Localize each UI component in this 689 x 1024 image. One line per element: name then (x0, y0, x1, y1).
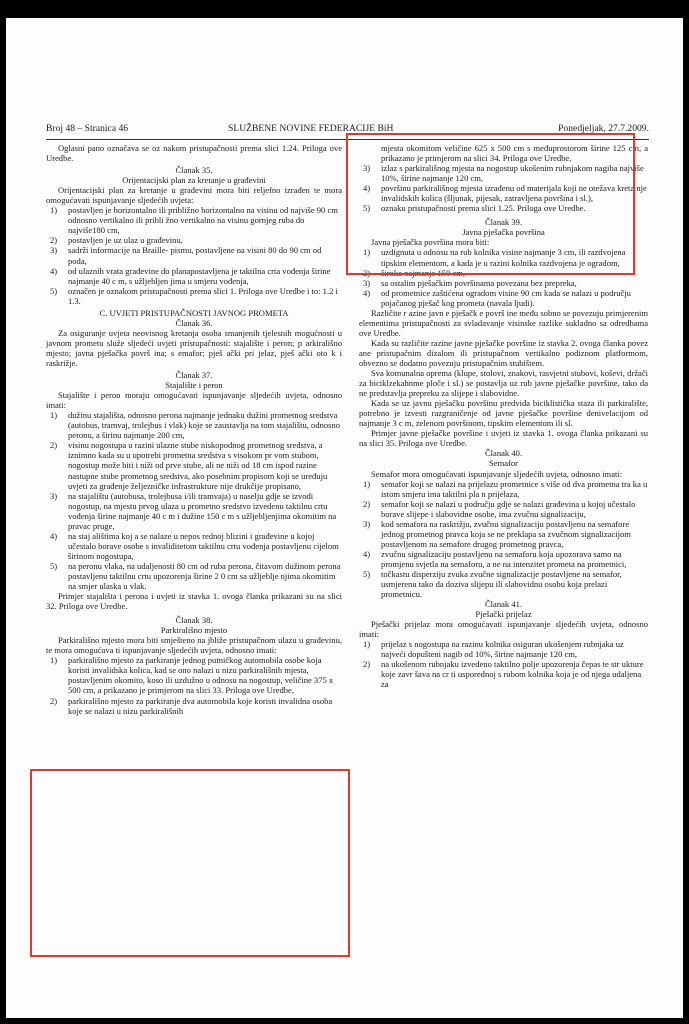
item-number: 1) (50, 655, 58, 666)
article-37-list (46, 410, 342, 591)
list-item (359, 499, 648, 519)
item-text: sadrži informacije na Braille- pismu, postavljene na visini 80 do 90 cm od poda, (68, 245, 322, 266)
list-item (46, 205, 342, 235)
item-number: 1) (50, 205, 58, 216)
item-number: 4) (363, 287, 371, 298)
item-text: na staj alištima koj a se nalaze u nepos rednoj blizini i građevine u kojoj učestalo borave osobe s invaliditetom taktilnu crtu vođenja postavljenu cijelom širinom nogostupa, (68, 530, 339, 561)
item-number: 3) (363, 518, 371, 529)
highlight-box-right (346, 133, 635, 275)
item-text: oznaku pristupačnosti prema slici 1.25. Priloga ove Uredbe. (381, 203, 586, 214)
article-39-paragraph-3: Kada su različite razine javne pješačke površine iz stavka 2. ovoga članka povez ane pristupačnim dizalom ili pristupačnom vertikalno podiznom platformom, obvezno se dodatno povezuju pristupačnim stubištem. (359, 337, 648, 368)
item-number: 3) (50, 245, 58, 256)
article-41-list (359, 639, 648, 689)
item-text: od ulaznih vrata građevine do planapostavljena je taktilna crta vođenja širine najmanje 40 c m, s užljebljen jima u smjeru vođenja, (68, 265, 331, 286)
item-number: 4) (50, 265, 58, 276)
item-number: 5) (363, 568, 371, 579)
list-item (46, 696, 342, 716)
header-date: Ponedjeljak, 27.7.2009. (558, 123, 649, 134)
item-number: 3) (363, 163, 371, 174)
article-39-paragraph: Javna pješačka površina mora biti: (371, 237, 490, 248)
item-text: parkirališno mjesto za parkiranje dva automobila koje koristi invalidna osoba koje se nalazi u nizu parkirališnih (68, 695, 333, 716)
list-item (46, 491, 342, 531)
item-number: 4) (50, 530, 58, 541)
list-item (46, 286, 342, 306)
item-text: parkirališno mjesto za parkiranje jednog putničkog automobila osobe koja koristi invalidska kolica, kad se ono nalazi u nizu parkirališnih mjesta, postavljenim okomito, koso ili uzdužno u odnosu na nogostup, veličine 375 x 500 cm, a prikazano je primjerom na slici 33. Priloga ove Uredbe, (68, 655, 334, 696)
item-text: na peronu vlaka, na udaljenosti 80 cm od ruba perona, čitavom dužinom perona postavljenu taktilnu crtu upozorenja širine 2 0 cm sa užljeblje njima okomitim na smjer ulaska u vlak. (68, 560, 341, 592)
article-38-title: Parkirališno mjesto (160, 625, 228, 636)
article-40-list (359, 479, 648, 600)
item-text: površinu parkirališnog mjesta izrađenu od materijala koji ne otežava kreta nje invalidskih kolica (šljunak, pijesak, zatravljena površina i sl.), (381, 183, 647, 204)
item-text: postavljen je uz ulaz u građevinu, (68, 235, 183, 246)
item-number: 1) (363, 639, 371, 650)
list-item (46, 531, 342, 561)
item-text: sa ostalim pješačkim površinama povezana bez prepreka, (381, 277, 577, 288)
document-page (6, 18, 683, 1018)
chapter-c-heading: C. UVJETI PRISTUPAČNOSTI JAVNOG PROMETA (99, 307, 289, 318)
article-37-closing: Primjer stajališta i perona i uvjeti iz stavka 1. ovoga članka prikazani su na slici 32. Priloga ove Uredbe. (46, 591, 342, 612)
item-number: 2) (363, 659, 371, 670)
item-text: uzdignuta u odnosu na rub kolnika visine najmanje 3 cm, ili razdvojena tipskim elementom, a kada je u razini kolnika razdvojena je ogradom, (381, 247, 626, 268)
left-column (46, 143, 342, 716)
list-item (359, 549, 648, 569)
article-41-paragraph: Pješački prijelaz mora omogućavati ispunjavanje sljedećih uvjeta, odnosno imati: (359, 619, 648, 640)
item-text: semafor koji se nalazi u području gdje se nalazi građevina u kojoj učestalo borave slijepe i slabovidne osobe, ima zvučnu signalizaciju, (381, 498, 636, 519)
article-39-paragraph-2: Različite r azine javn e pješačk e površ ine među sobno se povezuju primjerenim elementima pristupačnosti za svladavanje visinske razlike sukladno sa odredbama ove Uredbe. (359, 307, 648, 338)
article-41-number: Članak 41. (484, 599, 523, 610)
item-number: 1) (363, 247, 371, 258)
header-issue: Broj 48 – Stranica 46 (46, 123, 129, 134)
article-40-title: Semafor (489, 458, 518, 469)
header-publication: SLUŽBENE NOVINE FEDERACIJE BiH (228, 123, 394, 134)
item-number: 4) (363, 183, 371, 194)
item-text: označen je oznakom pristupačnosti prema slici 1. Priloga ove Uredbe i to: 1.2 i 1.3. (68, 285, 338, 306)
article-39-paragraph-4: Sva komunalna oprema (klupe, stolovi, znakovi, rasvjetni stubovi, koševi, držači za biciklzekahnme ploče i sl.) se postavlja uz rub javne pješačke površine, tako da ne predstavlja prepreku za slijepe i slabovidne. (359, 368, 648, 399)
list-item (46, 440, 342, 490)
item-number: 2) (363, 267, 371, 278)
article-37-number: Članak 37. (175, 370, 213, 381)
item-text: semafor koji se nalazi na prijelazu prometnice s više od dva prometna tra ka u istom smjeru ima taktilni pla n prijelaza, (381, 478, 648, 499)
article-39-paragraph-5: Kada se uz javnu pješačku površinu predviđa biciklistička staza ili parkiralište, potrebno je izvesti razgraničenje od javne pješačke površine denivelacijom od najmanje 3 c m, zelenom površinom, tipskim elementom ili sl. (359, 398, 648, 429)
item-number: 2) (50, 440, 58, 451)
article-40-paragraph: Semafor mora omogućavati ispunjavanje sljedećih uvjeta, odnosno imati: (371, 468, 623, 479)
article-35-number: Članak 35. (175, 165, 213, 176)
article-35-title: Orijentacijski plan za kretanje u građevini (122, 175, 266, 186)
list-item (46, 235, 342, 245)
item-number: 1) (363, 478, 371, 489)
item-number: 2) (50, 695, 58, 706)
list-item (359, 659, 648, 689)
article-39-title: Javna pješačka površina (462, 227, 545, 238)
article-38-number: Članak 38. (175, 615, 213, 626)
list-item (46, 655, 342, 695)
article-40-number: Članak 40. (484, 448, 523, 459)
highlight-box-left (30, 769, 350, 957)
article-38-paragraph: Parkirališno mjesto mora biti smješteno na jbliže pristupačnom ulazu u građevinu, te mora omogućava ti ispunjavanje sljedećih uvjeta, odnosno imati: (46, 635, 342, 656)
item-text: postavljen je horizontalno ili približno horizontalno na visinu od najviše 90 cm odnosno vertikalno ili pribli žno vertikalno na visinu gornjeg ruba do najviše180 cm, (68, 205, 338, 236)
item-text: prijelaz s nogostupa na razinu kolnika osiguran ukošenjem rubnjaka uz najveći dopušteni nagib od 10%, širine najmanje 120 cm, (381, 639, 624, 660)
item-text: od prometnice zaštićena ogradom visine 90 cm kada se nalazi u području pojačanog pješač kog prometa (navala ljudi). (381, 287, 631, 308)
item-number: 5) (50, 285, 58, 296)
item-number: 5) (50, 560, 58, 571)
list-item (46, 410, 342, 440)
list-item (359, 288, 648, 308)
list-item (46, 245, 342, 265)
article-41-title: Pješački prijelaz (475, 609, 532, 620)
list-item (359, 278, 648, 288)
item-text: kod semafora na raskrižju, zvučnu signalizaciju postavljenu na semafore jednog prometnog pravca koja se ne preklapa sa zvučnom signalizacijom postavljenom na semafore drugog prometnog pravca, (381, 518, 631, 549)
list-item (46, 561, 342, 591)
item-text: visinu nogostupa u razini ulazne stube niskopodnog prometnog sredstva, a iznimno kada su u upotrebi prometna sredstva s visokom pr vom stubom, nogostup može biti i niži od prve stube, ali ne niži od 18 cm ispod razine nastupne stube prometnog sredstva, ako posebnim propisom koji se uređuju uvjeti za građenje željezničke infrastrukture nije drukčije propisano, (68, 440, 328, 491)
item-number: 1) (50, 410, 58, 421)
item-text: točkastu disperziju zvuka zvučne signalizacije postavljene na semafor, usmjerenu tako da doziva slijepu ili slabovidnu osobu koja prelazi prometnicu. (381, 568, 622, 600)
list-item (359, 639, 648, 659)
article-39-number: Članak 39. (484, 217, 523, 228)
item-number: 5) (363, 203, 371, 214)
item-text: zvučnu signalizaciju postavljenu na semaforu koja upozorava samo na promjenu svjetla na semaforu, a ne na intenzitet prometa na prometnici, (381, 548, 627, 569)
article-38-list (46, 655, 342, 715)
list-item (359, 519, 648, 549)
item-number: 4) (363, 548, 371, 559)
item-number: 3) (50, 490, 58, 501)
item-text: široka najmanje 150 cm, (381, 267, 466, 278)
intro-paragraph: Oglasni pano označava se oz nakom pristupačnosti prema slici 1.24. Priloga ove Uredbe. (46, 143, 342, 164)
article-36-number: Članak 36. (175, 317, 213, 328)
item-text: dužinu stajališta, odnosno perona najmanje jednaku dužini prometnog sredstva (autobus, tramvaj, trolejbus i vlak) koje se zaustavlja na tom stajalištu, odnosno peronu, a širinu najmanje 200 cm, (68, 410, 341, 441)
article-35-list (46, 205, 342, 305)
item-text: izlaz s parkirališnog mjesta na nogostup ukošenim rubnjakom nagiba najviše 10%, širine najmanje 120 cm, (381, 163, 644, 184)
list-item (359, 479, 648, 499)
article-37-title: Stajalište i peron (165, 380, 223, 391)
article-36-paragraph: Za osiguranje uvjeta neovisnog kretanja osoba smanjenih tjelesnih mogućnosti u javnom prometu služe sljedeći uvjeti pristupačnosti: stajalište i peron; p arkirališno mjesto; javna pješačka površ ina; s emafor; pješ ački pri jelaz, pješ ački oto k i raskrižje. (46, 327, 342, 368)
article-35-paragraph: Orijentacijski plan za kretanje u građevini mora biti reljefno izrađen te mora omogućavati ispunjavanje sljedećih uvjeta: (46, 185, 342, 206)
item-number: 2) (363, 498, 371, 509)
item-text: na ukošenom rubnjaku izvedeno taktilno polje upozorenja čepas te str ukture koje zavr šava na cr ti usporednoj s rubom kolnika koja je od njega udaljena za (381, 659, 644, 690)
article-38-continued: mjesta okomitom veličine 625 x 500 cm s međuprostorom širine 125 cm, a prikazano je primjerom na slici 34. Priloga ove Uredbe, (381, 143, 648, 164)
item-text: na stajalištu (autobusa, trolejbusa i/ili tramvaja) u naselju gdje se izvodi nogostup, na mjestu prvog ulaza u prometno sredstvo izvedenu taktilnu crtu vođenja širine najmanje 40 c m i dužine 150 c m s užljebljenjima okomitim na pravac pruge, (68, 490, 337, 531)
item-number: 3) (363, 277, 371, 288)
item-number: 2) (50, 235, 58, 246)
list-item (359, 569, 648, 599)
list-item (46, 266, 342, 286)
article-39-paragraph-6: Primjer javne pješačke površine i uvjeti iz stavka 1. ovoga članka prikazani su na slici 35. Priloga ove Uredbe. (359, 428, 648, 449)
article-37-paragraph: Stajalište i peron moraju omogućavati ispunjavanje sljedećih uvjeta, odnosno imati: (46, 390, 342, 411)
